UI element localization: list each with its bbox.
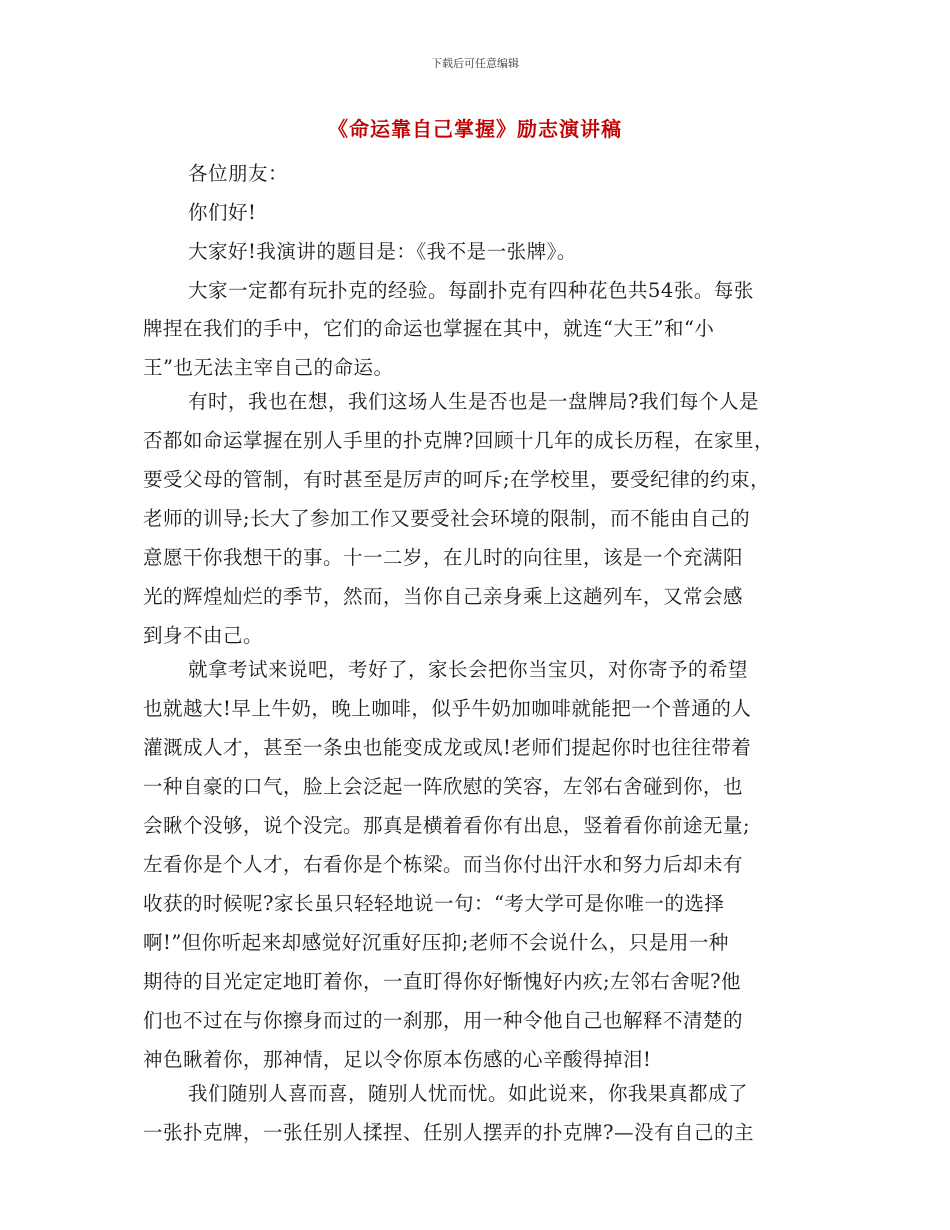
body-line: 神色瞅着你，那神情，足以令你原本伤感的心辛酸得掉泪! bbox=[143, 1048, 652, 1071]
body-line: 有时，我也在想，我们这场人生是否也是一盘牌局?我们每个人是 bbox=[188, 390, 759, 413]
body-line: 要受父母的管制，有时甚至是厉声的呵斥;在学校里，要受纪律的约束， bbox=[143, 468, 771, 491]
body-line: 老师的训导;长大了参加工作又要受社会环境的限制，而不能由自己的 bbox=[143, 507, 751, 530]
body-line: 也就越大!早上牛奶，晚上咖啡，似乎牛奶加咖啡就能把一个普通的人 bbox=[143, 697, 752, 720]
body-line: 王”也无法主宰自己的命运。 bbox=[143, 356, 394, 379]
body-line: 期待的目光定定地盯着你，一直盯得你好惭愧好内疚;左邻右舍呢?他 bbox=[143, 970, 742, 993]
document-title: 《命运靠自己掌握》励志演讲稿 bbox=[328, 117, 622, 141]
body-line: 各位朋友： bbox=[188, 162, 289, 185]
body-line: 一张扑克牌，一张任别人揉捏、任别人摆弄的扑克牌?—没有自己的主 bbox=[143, 1121, 754, 1144]
body-line: 啊!”但你听起来却感觉好沉重好压抑;老师不会说什么，只是用一种 bbox=[143, 931, 729, 954]
body-line: 你们好! bbox=[188, 201, 257, 224]
body-line: 大家一定都有玩扑克的经验。每副扑克有四种花色共54张。每张 bbox=[188, 279, 754, 302]
body-line: 左看你是个人才，右看你是个栋梁。而当你付出汗水和努力后却未有 bbox=[143, 853, 744, 876]
body-line: 灌溉成人才，甚至一条虫也能变成龙或凤!老师们提起你时也往往带着 bbox=[143, 736, 752, 759]
body-line: 会瞅个没够，说个没完。那真是横着看你有出息，竖着看你前途无量; bbox=[143, 814, 751, 837]
body-line: 我们随别人喜而喜，随别人忧而忧。如此说来，你我果真都成了 bbox=[188, 1082, 749, 1105]
body-line: 收获的时候呢?家长虽只轻轻地说一句：“考大学可是你唯一的选择 bbox=[143, 892, 725, 915]
body-line: 一种自豪的口气，脸上会泛起一阵欣慰的笑容，左邻右舍碰到你，也 bbox=[143, 775, 744, 798]
body-line: 大家好!我演讲的题目是：《我不是一张牌》。 bbox=[188, 240, 577, 263]
body-line: 光的辉煌灿烂的季节，然而，当你自己亲身乘上这趟列车，又常会感 bbox=[143, 585, 744, 608]
body-line: 们也不过在与你擦身而过的一刹那，用一种令他自己也解释不清楚的 bbox=[143, 1009, 744, 1032]
body-line: 到身不由己。 bbox=[143, 624, 264, 647]
body-line: 就拿考试来说吧，考好了，家长会把你当宝贝，对你寄予的希望 bbox=[188, 658, 749, 681]
header-note: 下载后可任意编辑 bbox=[431, 57, 519, 70]
body-line: 意愿干你我想干的事。十一二岁，在儿时的向往里，该是一个充满阳 bbox=[143, 546, 744, 569]
body-line: 否都如命运掌握在别人手里的扑克牌?回顾十几年的成长历程，在家里， bbox=[143, 429, 774, 452]
body-line: 牌捏在我们的手中，它们的命运也掌握在其中，就连“大王”和“小 bbox=[143, 317, 715, 340]
